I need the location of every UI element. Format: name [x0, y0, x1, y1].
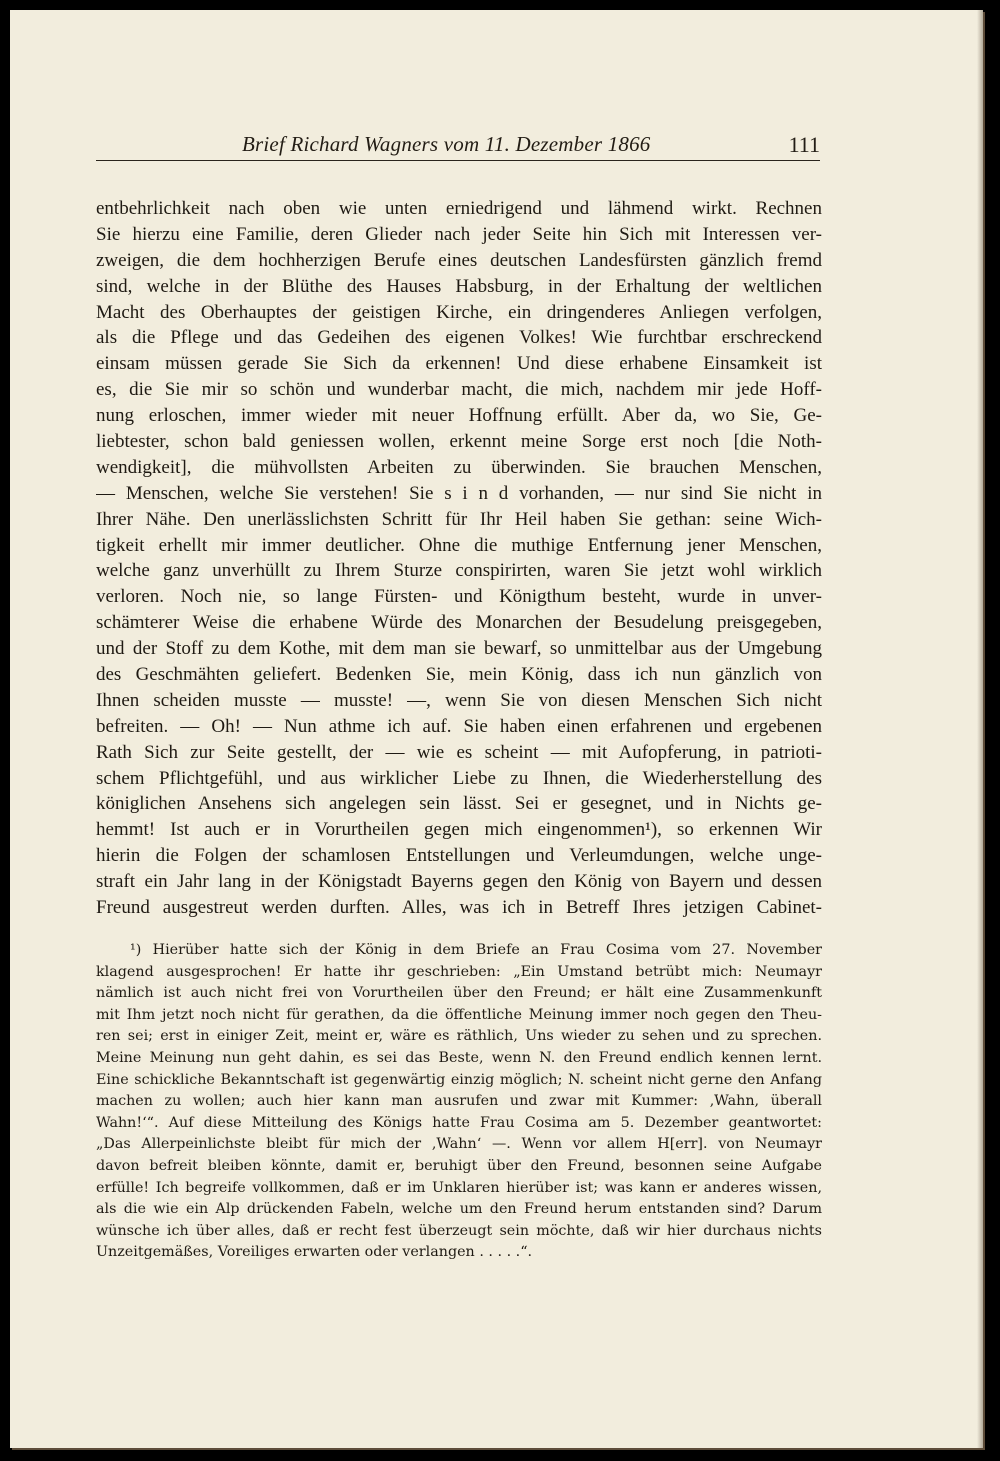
body-line: sind, welche in der Blüthe des Hauses Habsburg, in der Erhaltung der weltlichen — [96, 275, 822, 297]
body-line: Rath Sich zur Seite gestellt, der — wie es scheint — mit Aufopferung, in patrioti- — [96, 741, 822, 763]
body-line: nung erloschen, immer wieder mit neuer Hoffnung erfüllt. Aber da, wo Sie, Ge- — [96, 405, 822, 427]
body-line: befreiten. — Oh! — Nun athme ich auf. Sie haben einen erfahrenen und ergebenen — [96, 715, 822, 737]
footnote-line: ¹) Hierüber hatte sich der König in dem Briefe an Frau Cosima vom 27. November — [130, 942, 822, 958]
body-line: einsam müssen gerade Sie Sich da erkennen! Und diese erhabene Einsamkeit ist — [96, 353, 822, 375]
footnote-line: wünsche ich über alles, daß er recht fest überzeugt sein möchte, daß wir hier durchaus nichts — [96, 1222, 822, 1239]
footnote-line: „Das Allerpeinlichste bleibt für mich der ‚Wahn‘ —. Wenn vor allem H[err]. von Neumayr — [96, 1136, 822, 1153]
footnote-line: machen zu wollen; auch hier kann man ausrufen und zwar mit Kummer: ‚Wahn, überall — [96, 1093, 822, 1110]
body-text — [96, 196, 822, 921]
body-line: Ihnen scheiden musste — musste! —, wenn Sie von diesen Menschen Sich nicht — [96, 689, 822, 711]
footnote-block — [96, 940, 822, 1264]
body-line: straft ein Jahr lang in der Königstadt Bayerns gegen den König von Bayern und dessen — [96, 871, 822, 893]
footnote-line: Eine schickliche Bekanntschaft ist gegenwärtig einzig möglich; N. scheint nicht gerne den Anfang — [96, 1071, 822, 1088]
body-line: zweigen, die dem hochherzigen Berufe eines deutschen Landesfürsten gänzlich fremd — [96, 249, 822, 271]
body-line: entbehrlichkeit nach oben wie unten erniedrigend und lähmend wirkt. Rechnen — [96, 198, 822, 219]
footnote-line: als die wie ein Alp drückenden Fabeln, welche um den Freund herum entstanden sind? Darum — [96, 1201, 822, 1218]
footnote-line: erfülle! Ich begreife vollkommen, daß er im Unklaren hierüber ist; was kann er anderes wissen, — [96, 1179, 822, 1196]
book-page — [10, 10, 983, 1448]
body-line: Ihrer Nähe. Den unerlässlichsten Schritt für Ihr Heil haben Sie gethan: seine Wich- — [96, 508, 822, 530]
page-edge-shadow — [977, 10, 983, 1448]
body-line: — Menschen, welche Sie verstehen! Sie s i n d vorhanden, — nur sind Sie nicht in — [96, 482, 822, 504]
body-line: und der Stoff zu dem Kothe, mit dem man sie bewarf, so unmittelbar aus der Umgebung — [96, 638, 822, 660]
body-line: hemmt! Ist auch er in Vorurtheilen gegen mich eingenommen¹), so erkennen Wir — [96, 819, 822, 841]
footnote-line: Wahn!‘“. Auf diese Mitteilung des Königs hatte Frau Cosima am 5. Dezember geantwortet: — [96, 1114, 822, 1131]
footnote-line: klagend ausgesprochen! Er hatte ihr geschrieben: „Ein Umstand betrübt mich: Neumayr — [96, 963, 822, 980]
footnote-line: nämlich ist auch nicht frei von Vorurtheilen über den Freund; er hält eine Zusammenkunft — [96, 985, 822, 1002]
body-line: wendigkeit], die mühvollsten Arbeiten zu überwinden. Sie brauchen Menschen, — [96, 456, 822, 478]
page-number: 111 — [788, 132, 820, 157]
body-line: hierin die Folgen der schamlosen Entstellungen und Verleumdungen, welche unge- — [96, 845, 822, 867]
footnote-line: davon befreit bleiben könnte, damit er, beruhigt über den Freund, besonnen seine Aufgabe — [96, 1157, 822, 1174]
footnote-line: Unzeitgemäßes, Voreiliges erwarten oder verlangen . . . . .“. — [96, 1244, 533, 1261]
body-line: schem Pflichtgefühl, und aus wirklicher Liebe zu Ihnen, die Wiederherstellung des — [96, 767, 822, 789]
body-line: als die Pflege und das Gedeihen des eigenen Volkes! Wie furchtbar erschreckend — [96, 327, 822, 349]
footnote-line: ren sei; erst in einiger Zeit, meint er, wäre es räthlich, Uns wieder zu sehen und zu sprechen. — [96, 1028, 822, 1045]
body-line: schämterer Weise die erhabene Würde des Monarchen der Besudelung preisgegeben, — [96, 612, 822, 634]
body-line: Sie hierzu eine Familie, deren Glieder nach jeder Seite hin Sich mit Interessen ver- — [96, 223, 822, 245]
body-line: Macht des Oberhauptes der geistigen Kirche, ein dringenderes Anliegen verfolgen, — [96, 301, 822, 323]
body-line: verloren. Noch nie, so lange Fürsten- und Königthum besteht, wurde in unver- — [96, 586, 822, 608]
body-line: es, die Sie mir so schön und wunderbar macht, die mich, nachdem mir jede Hoff- — [96, 379, 822, 401]
footnote-line: mit Ihm jetzt noch nicht für gerathen, da die öffentliche Meinung immer noch gegen den Theu- — [96, 1006, 822, 1023]
body-line: Freund ausgestreut werden durften. Alles, was ich in Betreff Ihres jetzigen Cabinet- — [96, 897, 822, 919]
running-title: Brief Richard Wagners vom 11. Dezember 1866 — [242, 132, 651, 156]
body-line: des Geschmähten geliefert. Bedenken Sie, mein König, dass ich nun gänzlich von — [96, 664, 822, 686]
footnote-line: Meine Meinung nun geht dahin, es sei das Beste, wenn N. den Freund endlich kennen lernt. — [96, 1049, 822, 1066]
body-line: königlichen Ansehens sich angelegen sein lässt. Sei er gesegnet, und in Nichts ge- — [96, 793, 822, 815]
running-header — [96, 122, 820, 161]
body-line: liebtester, schon bald geniessen wollen, erkennt meine Sorge erst noch [die Noth- — [96, 431, 822, 453]
body-line: tigkeit erhellt mir immer deutlicher. Ohne die muthige Entfernung jener Menschen, — [96, 534, 822, 556]
body-line: welche ganz unverhüllt zu Ihrem Sturze conspirirten, waren Sie jetzt wohl wirklich — [96, 560, 822, 582]
